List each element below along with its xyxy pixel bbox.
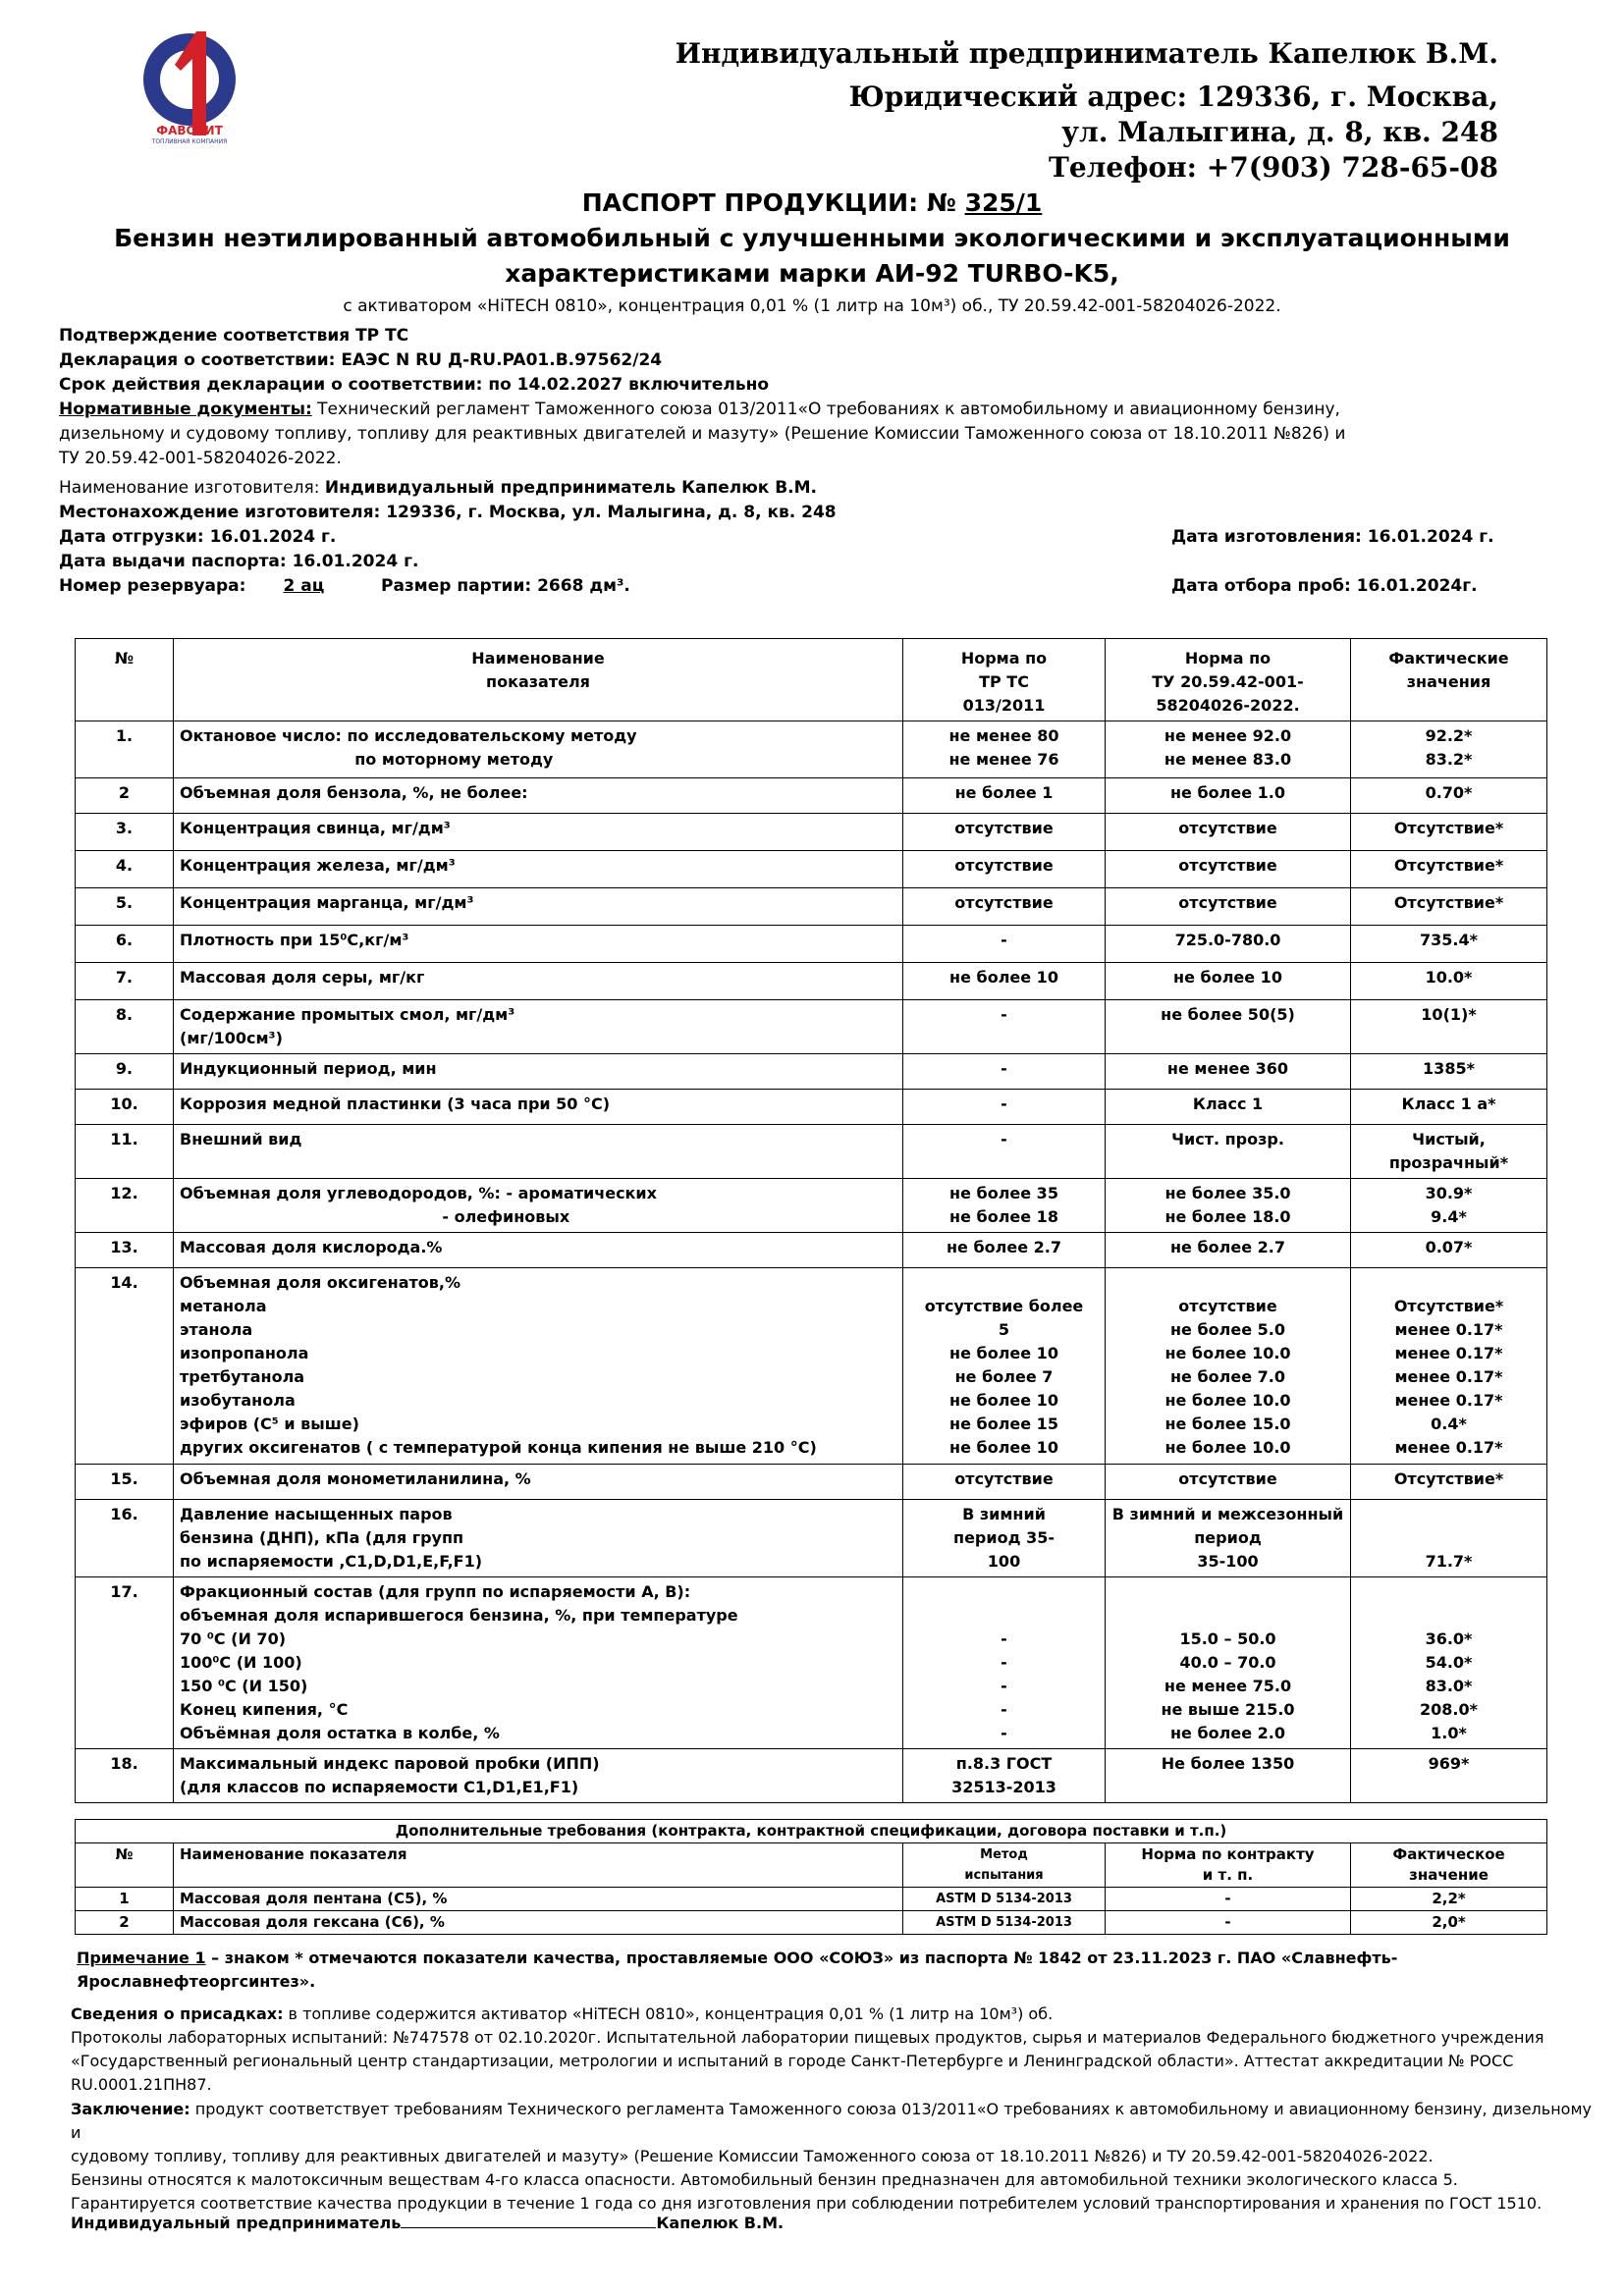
cell-no: 5. — [76, 888, 174, 926]
normative-text-1: Технический регламент Таможенного союза 013/2011«О требованиях к автомобильному и авиационному бензину, — [311, 400, 1340, 419]
cell-norm-tu: Чист. прозр. — [1106, 1125, 1351, 1179]
cell-actual: Отсутствие* — [1351, 1465, 1547, 1500]
cell-actual: 735.4* — [1351, 926, 1547, 963]
cell-no: 3. — [76, 814, 174, 851]
cell-norm-tu: отсутствие — [1106, 888, 1351, 926]
cell-actual: 36.0* 54.0* 83.0* 208.0* 1.0* — [1351, 1577, 1547, 1749]
issue-date: Дата выдачи паспорта: 16.01.2024 г. — [59, 552, 419, 571]
cell-no: 14. — [76, 1268, 174, 1465]
add-cell-no: 1 — [76, 1888, 174, 1911]
normative-docs — [59, 400, 1340, 419]
note-text-2: Ярославнефтеоргсинтез». — [77, 1972, 316, 1991]
ship-date: Дата отгрузки: 16.01.2024 г. — [59, 527, 337, 547]
declaration: Декларация о соответствии: ЕАЭС N RU Д-RU.PA01.B.97562/24 — [59, 350, 663, 370]
table-row — [76, 1125, 1547, 1179]
cell-norm-tu: не менее 360 — [1106, 1054, 1351, 1090]
signature-right: Капелюк В.М. — [656, 2214, 785, 2232]
cell-norm-tu: 725.0-780.0 — [1106, 926, 1351, 963]
tank-label: Номер резервуара: — [59, 576, 246, 596]
cell-actual: 10(1)* — [1351, 1000, 1547, 1054]
table-row — [76, 1000, 1547, 1054]
cell-norm-tu: не более 50(5) — [1106, 1000, 1351, 1054]
header-norm-tu: Норма по ТУ 20.59.42-001- 58204026-2022. — [1106, 639, 1351, 721]
add-cell-norm: - — [1106, 1911, 1351, 1935]
conformity: Подтверждение соответствия ТР ТС — [59, 326, 409, 346]
cell-norm-tr: не более 10 — [903, 963, 1106, 1000]
conclusion — [71, 2098, 1602, 2216]
maker-location: Местонахождение изготовителя: 129336, г. Москва, ул. Малыгина, д. 8, кв. 248 — [59, 503, 837, 522]
normative-text-3: ТУ 20.59.42-001-58204026-2022. — [59, 449, 342, 468]
table-row — [76, 721, 1547, 778]
cell-norm-tu: не более 1.0 — [1106, 778, 1351, 814]
cell-name: Максимальный индекс паровой пробки (ИПП) (для классов по испаряемости С1,D1,E1,F1) — [174, 1749, 903, 1803]
cell-actual: Отсутствие* — [1351, 888, 1547, 926]
cell-actual: 30.9* 9.4* — [1351, 1179, 1547, 1233]
cell-norm-tu: не более 2.7 — [1106, 1233, 1351, 1268]
cell-actual: Класс 1 a* — [1351, 1090, 1547, 1125]
table-row — [76, 1179, 1547, 1233]
cell-norm-tr: не более 2.7 — [903, 1233, 1106, 1268]
add-cell-method: ASTM D 5134-2013 — [903, 1888, 1106, 1911]
cell-name: Давление насыщенных паров бензина (ДНП), кПа (для групп по испаряемости ,С1,D,D1,E,F,F1) — [174, 1500, 903, 1577]
header-address-1: Юридический адрес: 129336, г. Москва, — [848, 80, 1498, 113]
cell-norm-tu: не менее 92.0 не менее 83.0 — [1106, 721, 1351, 778]
cell-norm-tu: не более 10 — [1106, 963, 1351, 1000]
cell-actual: Отсутствие* — [1351, 851, 1547, 888]
cell-no: 6. — [76, 926, 174, 963]
cell-norm-tr: отсутствие — [903, 888, 1106, 926]
add-cell-actual: 2,0* — [1351, 1911, 1547, 1935]
cell-actual: Отсутствие* — [1351, 814, 1547, 851]
table-header-row — [76, 639, 1547, 721]
passport-number: 325/1 — [964, 188, 1043, 217]
additives — [71, 2002, 1053, 2026]
add-cell-name: Массовая доля пентана (С5), % — [174, 1888, 903, 1911]
signature-underline — [401, 2212, 656, 2228]
additional-table — [75, 1819, 1547, 1935]
maker — [59, 478, 817, 498]
add-cell-no: 2 — [76, 1911, 174, 1935]
cell-norm-tr: - — [903, 1000, 1106, 1054]
header-actual: Фактические значения — [1351, 639, 1547, 721]
conclusion-label: Заключение: — [71, 2100, 190, 2118]
cell-norm-tu: отсутствие — [1106, 814, 1351, 851]
add-header-method: Метод испытания — [903, 1843, 1106, 1888]
cell-name: Объемная доля монометиланилина, % — [174, 1465, 903, 1500]
cell-name: Концентрация свинца, мг/дм³ — [174, 814, 903, 851]
cell-name: Объемная доля углеводородов, %: - ароматических - олефиновых — [174, 1179, 903, 1233]
add-cell-name: Массовая доля гексана (С6), % — [174, 1911, 903, 1935]
cell-norm-tr: - - - - - — [903, 1577, 1106, 1749]
cell-norm-tr: п.8.3 ГОСТ 32513-2013 — [903, 1749, 1106, 1803]
cell-norm-tu: не более 35.0 не более 18.0 — [1106, 1179, 1351, 1233]
table-row — [76, 1054, 1547, 1090]
cell-norm-tr: не более 35 не более 18 — [903, 1179, 1106, 1233]
batch-size: Размер партии: 2668 дм³. — [381, 576, 630, 596]
note-text-1: – знаком * отмечаются показатели качества, проставляемые ООО «СОЮЗ» из паспорта № 1842 от 23.11.2023 г. ПАО «Славнефть- — [205, 1949, 1398, 1967]
cell-norm-tr: - — [903, 1090, 1106, 1125]
cell-name: Объемная доля бензола, %, не более: — [174, 778, 903, 814]
cell-no: 18. — [76, 1749, 174, 1803]
table-row — [76, 1090, 1547, 1125]
make-date: Дата изготовления: 16.01.2024 г. — [1171, 527, 1494, 547]
tank-value: 2 ац — [283, 576, 325, 596]
maker-label: Наименование изготовителя: — [59, 478, 325, 498]
cell-actual: 0.70* — [1351, 778, 1547, 814]
table-row — [76, 1233, 1547, 1268]
add-cell-method: ASTM D 5134-2013 — [903, 1911, 1106, 1935]
cell-name: Коррозия медной пластинки (3 часа при 50 °C) — [174, 1090, 903, 1125]
cell-actual: 71.7* — [1351, 1500, 1547, 1577]
cell-norm-tr: - — [903, 1054, 1106, 1090]
cell-no: 11. — [76, 1125, 174, 1179]
company-logo — [135, 26, 244, 148]
cell-norm-tu: Класс 1 — [1106, 1090, 1351, 1125]
cell-norm-tr: - — [903, 926, 1106, 963]
cell-no: 2 — [76, 778, 174, 814]
brand-tagline: ТОПЛИВНАЯ КОМПАНИЯ — [151, 138, 228, 145]
cell-no: 9. — [76, 1054, 174, 1090]
cell-no: 7. — [76, 963, 174, 1000]
table-row — [76, 963, 1547, 1000]
cell-norm-tr: не более 1 — [903, 778, 1106, 814]
cell-no: 12. — [76, 1179, 174, 1233]
cell-actual: 0.07* — [1351, 1233, 1547, 1268]
cell-norm-tr: не менее 80 не менее 76 — [903, 721, 1106, 778]
add-cell-actual: 2,2* — [1351, 1888, 1547, 1911]
normative-text-2: дизельному и судовому топливу, топливу для реактивных двигателей и мазуту» (Решение Комиссии Таможенного союза от 18.10.2011 №826) и — [59, 424, 1346, 444]
cell-actual: 92.2* 83.2* — [1351, 721, 1547, 778]
cell-no: 13. — [76, 1233, 174, 1268]
quality-table — [75, 638, 1547, 1803]
add-header-actual: Фактическое значение — [1351, 1843, 1547, 1888]
cell-name: Октановое число: по исследовательскому методу по моторному методу — [174, 721, 903, 778]
table-row — [76, 1268, 1547, 1465]
cell-norm-tu: отсутствие не более 5.0 не более 10.0 не более 7.0 не более 10.0 не более 15.0 не более 10.0 — [1106, 1268, 1351, 1465]
passport-title — [0, 188, 1624, 217]
cell-no: 15. — [76, 1465, 174, 1500]
cell-no: 17. — [76, 1577, 174, 1749]
signature-left: Индивидуальный предприниматель — [71, 2214, 402, 2232]
add-cell-norm: - — [1106, 1888, 1351, 1911]
table-row — [76, 814, 1547, 851]
additional-caption-row — [76, 1820, 1547, 1843]
product-title-2: характеристиками марки АИ-92 TURBO-K5, — [505, 259, 1119, 288]
tank-number — [59, 576, 361, 596]
cell-no: 10. — [76, 1090, 174, 1125]
product-subtitle: с активатором «HiTECH 0810», концентрация 0,01 % (1 литр на 10м³) об., ТУ 20.59.42-001-58204026-2022. — [343, 296, 1281, 316]
declaration-validity: Срок действия декларации о соответствии: по 14.02.2027 включительно — [59, 375, 770, 395]
table-row — [76, 778, 1547, 814]
additives-text: в топливе содержится активатор «HiTECH 0810», концентрация 0,01 % (1 литр на 10м³) об. — [283, 2004, 1054, 2023]
add-header-norm: Норма по контракту и т. п. — [1106, 1843, 1351, 1888]
cell-no: 1. — [76, 721, 174, 778]
cell-name: Фракционный состав (для групп по испаряемости А, В): объемная доля испарившегося бензина, %, при температуре 70 ⁰С (И 70) 100⁰С (И 100) 150 ⁰С (И 150) Конец кипения, °С Объёмная доля остатка в колбе, % — [174, 1577, 903, 1749]
conclusion-text: продукт соответствует требованиям Технического регламента Таможенного союза 013/2011«О требованиях к автомобильному и авиационному бензину, дизельному и судовому топливу, топливу для реактивных двигателей и мазуту» (Решение Комиссии Таможенного союза от 18.10.2011 №826) и ТУ 20.59.42-001-58204026-2022. Бензины относятся к малотоксичным веществам 4-го класса опасности. Автомобильный бензин предназначен для автомобильной техники экологического класса 5. Гарантируется соответствие качества продукции в течение 1 года со дня изготовления при соблюдении потребителем условий транспортирования и хранения по ГОСТ 1510. — [71, 2100, 1592, 2213]
cell-actual: Чистый, прозрачный* — [1351, 1125, 1547, 1179]
normative-label: Нормативные документы: — [59, 400, 312, 419]
additional-row — [76, 1911, 1547, 1935]
cell-name: Концентрация марганца, мг/дм³ — [174, 888, 903, 926]
additional-row — [76, 1888, 1547, 1911]
cell-name: Индукционный период, мин — [174, 1054, 903, 1090]
header-phone: Телефон: +7(903) 728-65-08 — [1049, 151, 1498, 184]
cell-norm-tu: Не более 1350 — [1106, 1749, 1351, 1803]
add-header-no: № — [76, 1843, 174, 1888]
protocols: Протоколы лабораторных испытаний: №747578 от 02.10.2020г. Испытательной лаборатории пищевых продуктов, сырья и материалов Федерального бюджетного учреждения «Государственный региональный центр стандартизации, метрологии и испытаний в городе Санкт-Петербурге и Ленинградской области». Аттестат аккредитации № РОСС RU.0001.21ПН87. — [71, 2028, 1544, 2094]
cell-name: Плотность при 15⁰С,кг/м³ — [174, 926, 903, 963]
cell-actual: Отсутствие* менее 0.17* менее 0.17* менее 0.17* менее 0.17* 0.4* менее 0.17* — [1351, 1268, 1547, 1465]
cell-norm-tr: - — [903, 1125, 1106, 1179]
additional-header-row — [76, 1843, 1547, 1888]
table-row — [76, 1500, 1547, 1577]
cell-name: Массовая доля серы, мг/кг — [174, 963, 903, 1000]
cell-norm-tu: 15.0 – 50.0 40.0 – 70.0 не менее 75.0 не выше 215.0 не более 2.0 — [1106, 1577, 1351, 1749]
note-1 — [77, 1947, 1397, 1994]
sample-date: Дата отбора проб: 16.01.2024г. — [1171, 576, 1478, 596]
header-owner: Индивидуальный предприниматель Капелюк В.М. — [675, 37, 1498, 70]
cell-norm-tu: В зимний и межсезонный период 35-100 — [1106, 1500, 1351, 1577]
header-address-2: ул. Малыгина, д. 8, кв. 248 — [1061, 116, 1498, 148]
cell-name: Объемная доля оксигенатов,% метанола этанола изопропанола третбутанола изобутанола эфиров (С⁵ и выше) других оксигенатов ( с температурой конца кипения не выше 210 °C) — [174, 1268, 903, 1465]
table-row — [76, 1465, 1547, 1500]
cell-no: 16. — [76, 1500, 174, 1577]
cell-norm-tr: В зимний период 35- 100 — [903, 1500, 1106, 1577]
add-header-name: Наименование показателя — [174, 1843, 903, 1888]
note-label: Примечание 1 — [77, 1949, 206, 1967]
cell-actual: 10.0* — [1351, 963, 1547, 1000]
product-title-1: Бензин неэтилированный автомобильный с улучшенными экологическими и эксплуатационными — [114, 224, 1510, 252]
signature-line — [71, 2212, 784, 2235]
cell-name: Содержание промытых смол, мг/дм³ (мг/100см³) — [174, 1000, 903, 1054]
table-row — [76, 1749, 1547, 1803]
table-row — [76, 851, 1547, 888]
cell-name: Внешний вид — [174, 1125, 903, 1179]
table-row — [76, 1577, 1547, 1749]
cell-no: 8. — [76, 1000, 174, 1054]
additives-label: Сведения о присадках: — [71, 2004, 284, 2023]
header-norm-tr: Норма по ТР ТС 013/2011 — [903, 639, 1106, 721]
additional-caption: Дополнительные требования (контракта, контрактной спецификации, договора поставки и т.п.) — [76, 1820, 1547, 1843]
brand-name: ФАВОРИТ — [156, 124, 223, 137]
cell-actual: 969* — [1351, 1749, 1547, 1803]
header-name: Наименование показателя — [174, 639, 903, 721]
cell-norm-tu: отсутствие — [1106, 851, 1351, 888]
cell-norm-tr: отсутствие — [903, 1465, 1106, 1500]
cell-norm-tr: отсутствие — [903, 851, 1106, 888]
maker-value: Индивидуальный предприниматель Капелюк В.М. — [324, 478, 818, 498]
table-row — [76, 888, 1547, 926]
header-no: № — [76, 639, 174, 721]
cell-norm-tu: отсутствие — [1106, 1465, 1351, 1500]
cell-name: Концентрация железа, мг/дм³ — [174, 851, 903, 888]
cell-no: 4. — [76, 851, 174, 888]
passport-label: ПАСПОРТ ПРОДУКЦИИ: № — [581, 188, 956, 217]
cell-actual: 1385* — [1351, 1054, 1547, 1090]
cell-norm-tr: отсутствие более 5 не более 10 не более 7 не более 10 не более 15 не более 10 — [903, 1268, 1106, 1465]
table-row — [76, 926, 1547, 963]
cell-name: Массовая доля кислорода.% — [174, 1233, 903, 1268]
cell-norm-tr: отсутствие — [903, 814, 1106, 851]
